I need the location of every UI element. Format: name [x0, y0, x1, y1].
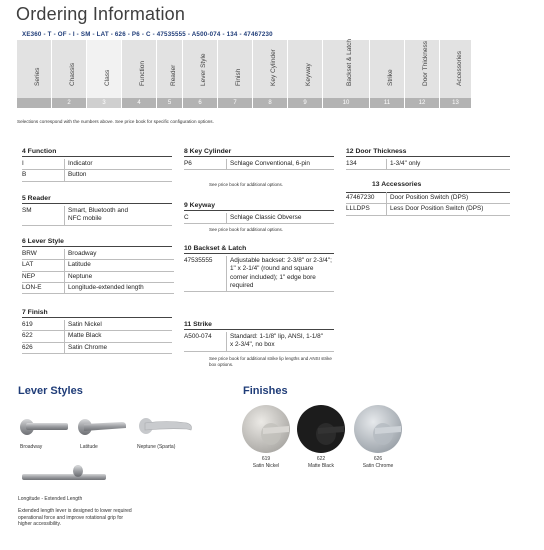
lever-name-longitude: Longitude - Extended Length — [18, 496, 83, 502]
segment-reader: Reader 5 — [157, 40, 182, 108]
finish-code-622: 622 — [316, 456, 326, 462]
finish-code-626: 626 — [373, 456, 383, 462]
lever-name-latitude: Latitude — [80, 444, 98, 450]
table-row: 626 Satin Chrome — [22, 342, 172, 353]
segment-chassis: Chassis 2 — [52, 40, 86, 108]
table-row: P6 Schlage Conventional, 6-pin — [184, 159, 334, 170]
satin-nickel-swatch-icon — [241, 404, 291, 454]
reader-heading: 5 Reader — [22, 194, 172, 204]
lever-styles-heading: Lever Styles — [18, 385, 83, 397]
table-row: C Schlage Classic Obverse — [184, 213, 334, 224]
table-row: 47467230 Door Position Switch (DPS) — [346, 193, 510, 204]
function-heading: 4 Function — [22, 147, 172, 157]
longitude-lever-icon — [20, 462, 110, 486]
page-title: Ordering Information — [16, 4, 186, 24]
segment-key-cylinder: Key Cylinder 8 — [253, 40, 287, 108]
segment-door-thickness: Door Thickness 12 — [405, 40, 439, 108]
segment-backset-latch: Backset & Latch 10 — [323, 40, 369, 108]
finishes-heading: Finishes — [243, 385, 288, 397]
table-row: BRW Broadway — [22, 249, 174, 260]
configuration-strip — [17, 40, 471, 108]
segment-class: Class 3 — [87, 40, 121, 108]
table-row: 622 Matte Black — [22, 331, 172, 342]
strike-table — [184, 332, 334, 352]
segment-lever-style: Lever Style 6 — [183, 40, 217, 108]
segment-function: Function 4 — [122, 40, 156, 108]
backset-table — [184, 256, 334, 292]
door-thickness-heading: 12 Door Thickness — [346, 147, 510, 157]
strike-heading: 11 Strike — [184, 320, 334, 330]
reader-table — [22, 206, 172, 226]
finish-table — [22, 320, 172, 354]
segment-finish: Finish 7 — [218, 40, 252, 108]
table-row: LAT Latitude — [22, 260, 174, 271]
backset-heading: 10 Backset & Latch — [184, 244, 334, 254]
table-row: LON-E Longitude-extended length — [22, 282, 174, 293]
door-thickness-table — [346, 159, 510, 170]
lever-name-broadway: Broadway — [20, 444, 43, 450]
keyway-heading: 9 Keyway — [184, 201, 334, 211]
keyway-table — [184, 213, 334, 224]
segment-accessories: Accessories 13 — [440, 40, 471, 108]
finish-name-622: Matte Black — [307, 463, 335, 469]
finish-name-626: Satin Chrome — [362, 463, 394, 469]
lever-style-heading: 6 Lever Style — [22, 237, 172, 247]
table-row: I Indicator — [22, 159, 172, 170]
strike-note: See price book for additional strike lip lengths and ANSI strike box options. — [209, 356, 332, 367]
finish-name-619: Satin Nickel — [252, 463, 280, 469]
finish-code-619: 619 — [261, 456, 271, 462]
order-code-example: XE360 - T - OF - I - SM - LAT - 626 - P6 - C - 47535555 - A500-074 - 134 - 47467230 — [22, 31, 273, 38]
latitude-lever-icon — [76, 414, 128, 438]
table-row: NEP Neptune — [22, 271, 174, 282]
keyway-note: See price book for additional options. — [209, 227, 284, 232]
table-row: 47535555 Adjustable backset: 2-3/8" or 2-3/4"; 1" x 2-1/4" (round and square corner included); 1" edge bore required — [184, 256, 334, 292]
table-row: A500-074 Standard: 1-1/8" lip, ANSI, 1-1/8" x 2-3/4", no box — [184, 332, 334, 351]
accessories-table — [346, 192, 510, 216]
satin-chrome-swatch-icon — [353, 404, 403, 454]
function-table — [22, 159, 172, 182]
longitude-note: Extended length lever is designed to lower required operational force and improve rotational grip for higher accessibility. — [18, 508, 132, 527]
key-cylinder-table — [184, 159, 334, 170]
key-cylinder-heading: 8 Key Cylinder — [184, 147, 334, 157]
table-row: SM Smart, Bluetooth and NFC mobile — [22, 206, 172, 225]
finish-heading: 7 Finish — [22, 308, 172, 318]
segment-series: Series — [17, 40, 51, 108]
neptune-lever-icon — [137, 414, 195, 438]
table-row: 134 1-3/4" only — [346, 159, 510, 170]
table-row: 619 Satin Nickel — [22, 320, 172, 331]
accessories-heading: 13 Accessories — [372, 181, 422, 188]
segment-strike: Strike 11 — [370, 40, 404, 108]
broadway-lever-icon — [18, 414, 70, 438]
lever-style-table — [22, 249, 174, 294]
matte-black-swatch-icon — [296, 404, 346, 454]
segment-keyway: Keyway 9 — [288, 40, 322, 108]
lever-name-neptune: Neptune (Sparta) — [137, 444, 176, 450]
table-row: B Button — [22, 170, 172, 181]
selection-note: Selections correspond with the numbers above. See price book for specific configuration options. — [17, 119, 214, 124]
table-row: LLLDPS Less Door Position Switch (DPS) — [346, 204, 510, 215]
key-cylinder-note: See price book for additional options. — [209, 182, 284, 187]
